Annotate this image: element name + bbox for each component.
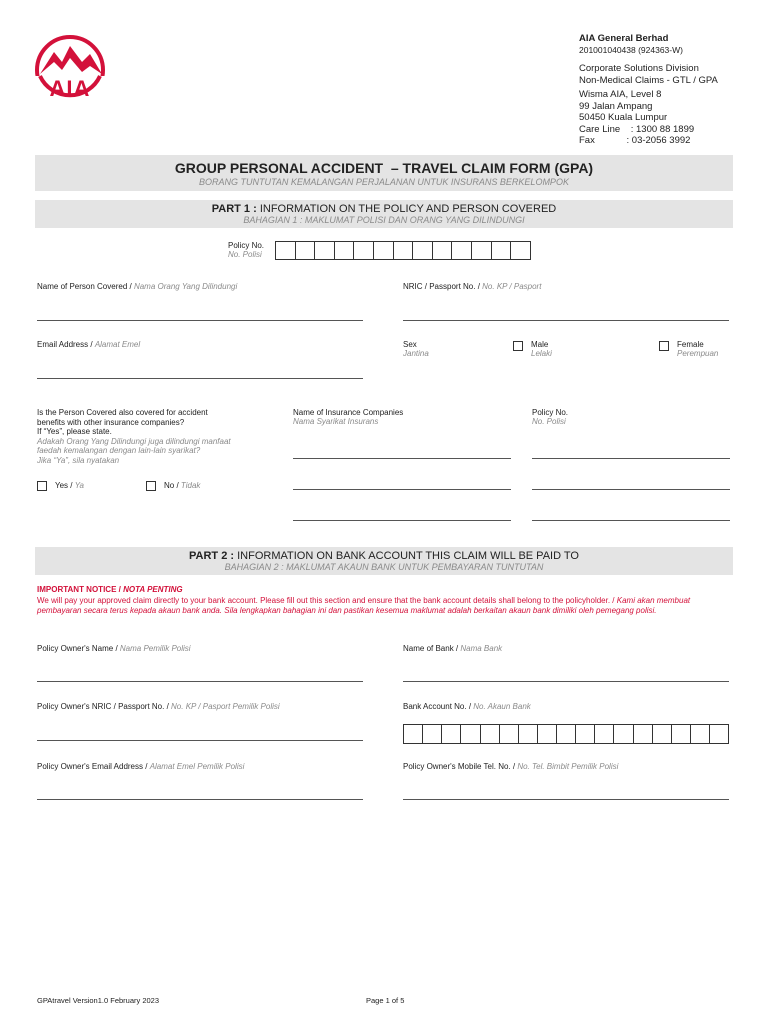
email-label-en: Email Address / [37,340,95,349]
nric-label-en: NRIC / Passport No. / [403,282,483,291]
email-label [37,340,140,349]
no-label [164,481,200,490]
no-checkbox[interactable] [146,481,156,491]
owner-email-label-en: Policy Owner's Email Address / [37,762,150,771]
aia-logo [34,34,106,106]
insurance-company-label-my: Nama Syarikat Insurans [293,417,379,426]
nric-field[interactable] [403,320,729,321]
question-my-line-3: Jika “Ya”, sila nyatakan [37,455,120,465]
sex-label [403,340,429,358]
yes-checkbox[interactable] [37,481,47,491]
female-label-en: Female [677,340,704,349]
form-subtitle: BORANG TUNTUTAN KEMALANGAN PERJALANAN UNTUK INSURANS BERKELOMPOK [199,177,569,187]
bank-name-label [403,644,502,653]
part2-band [35,547,733,575]
insurance-company-label-en: Name of Insurance Companies [293,408,404,417]
policy-no-boxes[interactable] [275,241,531,260]
part1-prefix: PART 1 : [211,203,260,215]
male-checkbox[interactable] [513,341,523,351]
insurance-company-field-1[interactable] [293,458,511,459]
part2-subtitle: BAHAGIAN 2 : MAKLUMAT AKAUN BANK UNTUK PEMBAYARAN TUNTUTAN [224,562,544,572]
owner-mobile-field[interactable] [403,799,729,800]
company-address-1: Wisma AIA, Level 8 [579,89,662,100]
nric-label [403,282,541,291]
form-title-band [35,155,733,191]
owner-nric-label-en: Policy Owner's NRIC / Passport No. / [37,702,172,711]
owner-name-field[interactable] [37,681,363,682]
sex-label-my: Jantina [403,349,429,358]
person-name-label-my: Nama Orang Yang Dilindungi [133,282,238,291]
account-no-boxes[interactable] [403,724,729,744]
company-name: AIA General Berhad [579,33,669,44]
yes-label-en: Yes / [55,481,75,490]
insurance-policy-label-en: Policy No. [532,408,569,417]
notice-title-my: NOTA PENTING [123,585,183,594]
bank-name-field[interactable] [403,681,729,682]
insurance-policy-field-3[interactable] [532,520,730,521]
male-label-en: Male [531,340,549,349]
male-label [531,340,552,358]
other-insurance-question [37,408,267,465]
part1-heading [35,203,733,215]
no-label-my: Tidak [180,481,201,490]
owner-email-field[interactable] [37,799,363,800]
notice-title [37,585,733,596]
owner-nric-label [37,702,280,711]
email-label-my: Alamat Emel [94,340,141,349]
account-no-label [403,702,531,711]
owner-mobile-label-en: Policy Owner's Mobile Tel. No. / [403,762,518,771]
insurance-company-field-2[interactable] [293,489,511,490]
female-label [677,340,718,358]
owner-name-label [37,644,191,653]
owner-name-label-my: Nama Pemilik Polisi [119,644,191,653]
notice-body [37,596,733,617]
company-header [579,33,718,147]
logo-text: AIA [49,76,91,101]
owner-mobile-label [403,762,618,771]
notice-body-my: Kami akan membuat pembayaran secara terus kepada akaun bank anda. Sila lengkapkan bahagian ini dan pastikan kesemua maklumat adalah berkaitan akaun bank dimiliki oleh pemegang polisi. [37,595,691,615]
account-no-label-en: Bank Account No. / [403,702,474,711]
insurance-company-label [293,408,403,426]
part1-band [35,200,733,228]
part1-title: INFORMATION ON THE POLICY AND PERSON COVERED [259,203,557,215]
insurance-policy-label-my: No. Polisi [532,417,566,426]
company-address-2: 99 Jalan Ampang [579,100,653,112]
insurance-policy-field-2[interactable] [532,489,730,490]
person-name-label [37,282,237,291]
question-my-line-1: Adakah Orang Yang Dilindungi juga dilindungi manfaat [37,436,231,446]
question-my-line-2: faedah kemalangan dengan lain-lain syarikat? [37,446,201,455]
company-reg-no: 201001040438 (924363-W) [579,44,683,55]
company-fax: Fax : 03-2056 3992 [579,135,691,146]
footer-page: Page 1 of 5 [366,996,405,1005]
form-title: GROUP PERSONAL ACCIDENT – TRAVEL CLAIM FORM (GPA) [174,160,594,176]
notice-title-en: IMPORTANT NOTICE / [37,585,124,594]
important-notice [37,585,733,617]
insurance-company-field-3[interactable] [293,520,511,521]
insurance-policy-field-1[interactable] [532,458,730,459]
person-name-field[interactable] [37,320,363,321]
bank-name-label-my: Nama Bank [460,644,503,653]
question-line-2: benefits with other insurance companies? [37,417,185,427]
owner-mobile-label-my: No. Tel. Bimbit Pemilik Polisi [517,762,619,771]
owner-email-label [37,762,244,771]
company-care-line: Care Line : 1300 88 1899 [579,123,695,135]
owner-nric-label-my: No. KP / Pasport Pemilik Polisi [171,702,280,711]
part1-subtitle: BAHAGIAN 1 : MAKLUMAT POLISI DAN ORANG YANG DILINDUNGI [243,215,525,225]
question-line-3: If “Yes”, please state. [37,427,112,436]
nric-label-my: No. KP / Pasport [482,282,542,291]
female-label-my: Perempuan [677,349,719,358]
no-label-en: No / [164,481,181,490]
bank-name-label-en: Name of Bank / [403,644,461,653]
company-division: Corporate Solutions Division [579,63,699,74]
email-field[interactable] [37,378,363,379]
owner-nric-field[interactable] [37,740,363,741]
insurance-policy-label [532,408,568,426]
part2-prefix: PART 2 : [189,550,238,562]
question-line-1: Is the Person Covered also covered for accident [37,408,208,417]
part2-title: INFORMATION ON BANK ACCOUNT THIS CLAIM WILL BE PAID TO [237,550,579,562]
footer-version: GPAtravel Version1.0 February 2023 [37,996,160,1005]
part2-heading [35,550,733,562]
policy-no-label-my: No. Polisi [228,250,262,259]
person-name-label-en: Name of Person Covered / [37,282,134,291]
male-label-my: Lelaki [531,349,552,358]
account-no-label-my: No. Akaun Bank [473,702,531,711]
policy-no-label-en: Policy No. [228,241,265,250]
owner-name-label-en: Policy Owner's Name / [37,644,120,653]
policy-no-label [228,241,264,259]
yes-label-my: Ya [74,481,84,490]
notice-body-en: We will pay your approved claim directly to your bank account. Please fill out this section and ensure that the bank account details shall belong to the policyholder. / [37,595,617,605]
company-address-3: 50450 Kuala Lumpur [579,112,668,123]
female-checkbox[interactable] [659,341,669,351]
yes-label [55,481,84,490]
owner-email-label-my: Alamat Emel Pemilik Polisi [149,762,245,771]
company-department: Non-Medical Claims - GTL / GPA [579,74,718,86]
sex-label-en: Sex [403,340,417,349]
